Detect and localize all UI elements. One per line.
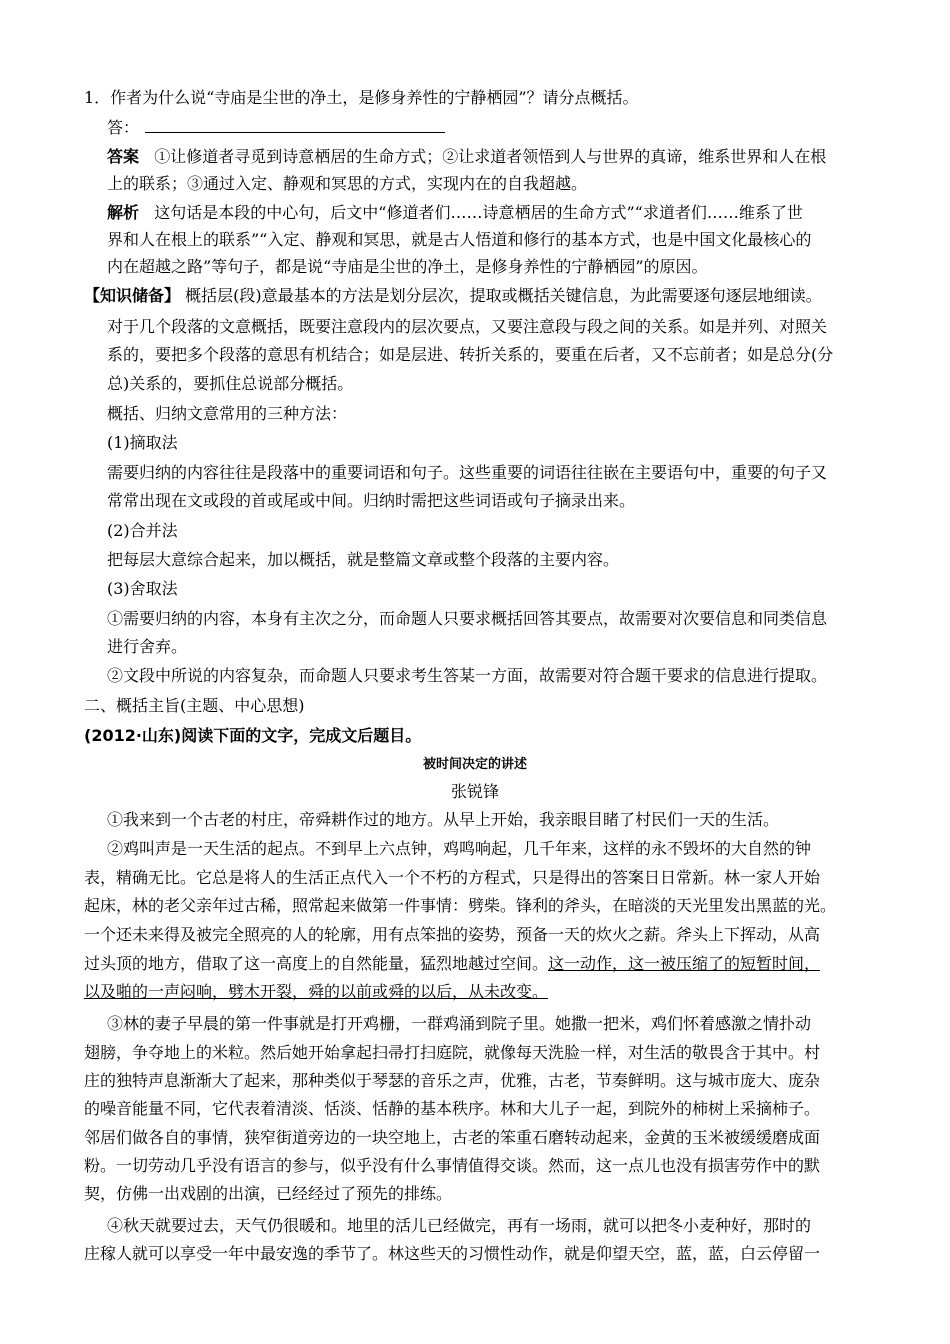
answer-blank-line: [145, 116, 445, 133]
knowledge-label: 【知识储备】: [84, 286, 181, 305]
paragraph-3-line-3: 庄的独特声息渐渐大了起来，那种类似于琴瑟的音乐之声，优雅，古老，节奏鲜明。这与城市庞大、庞杂: [84, 1071, 821, 1090]
paragraph-2-line-5-text: 过头顶的地方，借取了这一高度上的自然能量，猛烈地越过空间。: [84, 954, 549, 973]
answer-prompt: [107, 116, 445, 140]
underlined-sentence-a: 这一动作，这一被压缩了的短暂时间，: [548, 954, 821, 973]
section-heading: 二、概括主旨(主题、中心思想): [84, 696, 305, 715]
paragraph-3-line-6: 粉。一切劳动几乎没有语言的参与，似乎没有什么事情值得交谈。然而，这一点儿也没有损害劳作中的默: [84, 1156, 821, 1175]
analysis-text-1: 这句话是本段的中心句，后文中“修道者们……诗意栖居的生命方式”“求道者们……维系了世: [154, 203, 803, 222]
knowledge-line-4: 总)关系的，要抓住总说部分概括。: [107, 374, 354, 393]
answer-line-1: [107, 145, 826, 169]
paragraph-1: ①我来到一个古老的村庄，帝舜耕作过的地方。从早上开始，我亲眼目睹了村民们一天的生活。: [107, 810, 780, 829]
analysis-label: 解析: [107, 203, 140, 222]
knowledge-line-2: 对于几个段落的文意概括，既要注意段内的层次要点，又要注意段与段之间的关系。如是并列、对照关: [107, 317, 828, 336]
knowledge-line-3: 系的，要把多个段落的意思有机结合；如是层进、转折关系的，要重在后者，又不忘前者；如是总分(分: [107, 345, 834, 364]
answer-text-1: ①让修道者寻觅到诗意栖居的生命方式；②让求道者领悟到人与世界的真谛，维系世界和人在根: [154, 147, 827, 166]
analysis-line-1: [107, 201, 803, 225]
paragraph-3-line-1: ③林的妻子早晨的第一件事就是打开鸡栅，一群鸡涌到院子里。她撒一把米，鸡们怀着感激之情扑动: [107, 1014, 812, 1033]
analysis-line-2: 界和人在根上的联系”“入定、静观和冥思，就是古人悟道和修行的基本方式，也是中国文化最核心的: [107, 230, 812, 249]
analysis-line-3: 内在超越之路”等句子，都是说“寺庙是尘世的净土，是修身养性的宁静栖园”的原因。: [107, 257, 708, 276]
answer-prompt-label: 答：: [107, 118, 140, 137]
knowledge-line-1: [84, 284, 822, 308]
knowledge-line-12: ①需要归纳的内容，本身有主次之分，而命题人只要求概括回答其要点，故需要对次要信息和同类信息: [107, 609, 828, 628]
paragraph-2-line-2: 表，精确无比。它总是将人的生活正点代入一个不朽的方程式，只是得出的答案日日常新。林一家人开始: [84, 868, 821, 887]
answer-line-2: 上的联系；③通过入定、静观和冥思的方式，实现内在的自我超越。: [107, 174, 588, 193]
underlined-sentence-b: 以及啪的一声闷响，劈木开裂，舜的以前或舜的以后，从未改变。: [84, 982, 549, 1001]
paragraph-2-line-5: [84, 952, 820, 976]
method-2-heading: (2)合并法: [107, 521, 178, 540]
paragraph-4-line-1: ④秋天就要过去，天气仍很暖和。地里的活儿已经做完，再有一场雨，就可以把冬小麦种好，那时的: [107, 1216, 812, 1235]
paragraph-3-line-5: 邻居们做各自的事情，狭窄街道旁边的一块空地上，古老的笨重石磨转动起来，金黄的玉米被缓缓磨成面: [84, 1128, 821, 1147]
article-author: 张锐锋: [450, 782, 499, 801]
paragraph-4-line-2: 庄稼人就可以享受一年中最安逸的季节了。林这些天的习惯性动作，就是仰望天空，蓝，蓝，白云停留一: [84, 1244, 821, 1263]
question-1: 1．作者为什么说“寺庙是尘世的净土，是修身养性的宁静栖园”？请分点概括。: [84, 88, 639, 107]
paragraph-2-line-4: 一个还未来得及被完全照亮的人的轮廓，用有点笨拙的姿势，预备一天的炊火之薪。斧头上下挥动，从高: [84, 925, 821, 944]
knowledge-first-text: 概括层(段)意最基本的方法是划分层次，提取或概括关键信息，为此需要逐句逐层地细读。: [185, 286, 822, 305]
knowledge-line-5: 概括、归纳文意常用的三种方法：: [107, 404, 348, 423]
paragraph-3-line-2: 翅膀，争夺地上的米粒。然后她开始拿起扫帚打扫庭院，就像每天洗脸一样，对生活的敬畏含于其中。村: [84, 1043, 821, 1062]
paragraph-2-line-3: 起床，林的老父亲年过古稀，照常起来做第一件事情：劈柴。锋利的斧头，在暗淡的天光里发出黑蓝的光。: [84, 896, 837, 915]
knowledge-line-8: 常常出现在文或段的首或尾或中间。归纳时需把这些词语或句子摘录出来。: [107, 491, 636, 510]
source-line: (2012·山东)阅读下面的文字，完成文后题目。: [84, 726, 422, 745]
answer-label: 答案: [107, 147, 140, 166]
paragraph-3-line-4: 的噪音能量不同，它代表着清淡、恬淡、恬静的基本秩序。林和大儿子一起，到院外的柿树上采摘柿子。: [84, 1099, 821, 1118]
method-1-heading: (1)摘取法: [107, 433, 178, 452]
knowledge-line-13: 进行舍弃。: [107, 637, 188, 656]
knowledge-line-7: 需要归纳的内容往往是段落中的重要词语和句子。这些重要的词语往往嵌在主要语句中，重要的句子又: [107, 463, 828, 482]
knowledge-line-14: ②文段中所说的内容复杂，而命题人只要求考生答某一方面，故需要对符合题干要求的信息进行提取。: [107, 666, 828, 685]
paragraph-2-line-1: ②鸡叫声是一天生活的起点。不到早上六点钟，鸡鸣响起，几千年来，这样的永不毁坏的大自然的钟: [107, 839, 812, 858]
knowledge-line-10: 把每层大意综合起来，加以概括，就是整篇文章或整个段落的主要内容。: [107, 550, 620, 569]
paragraph-3-line-7: 契，仿佛一出戏剧的出演，已经经过了预先的排练。: [84, 1184, 453, 1203]
method-3-heading: (3)舍取法: [107, 579, 178, 598]
article-title: 被时间决定的讲述: [422, 757, 527, 772]
